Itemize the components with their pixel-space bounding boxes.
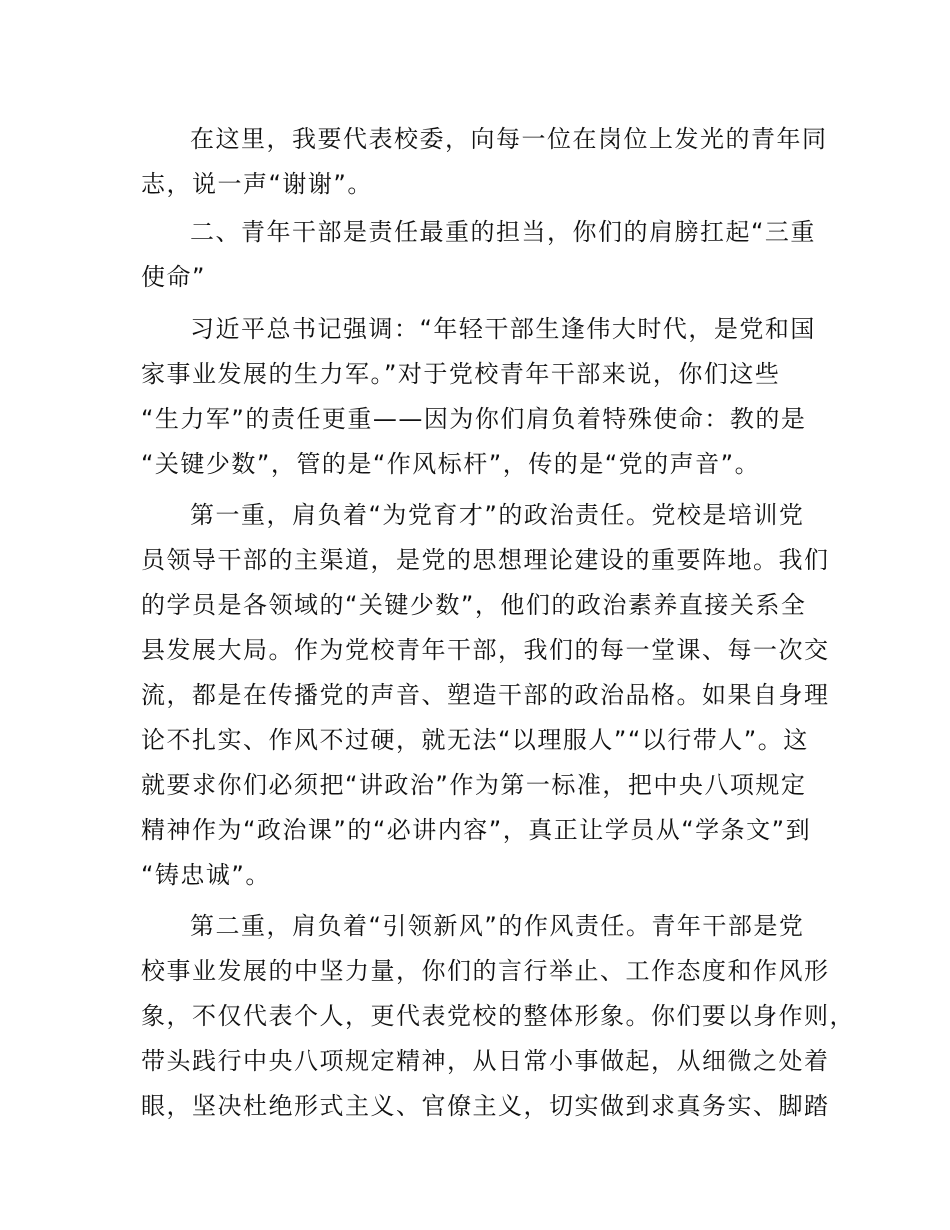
section-heading: 二、青年干部是责任最重的担当，你们的肩膀扛起“三重 — [190, 218, 816, 246]
text-line: 论不扎实、作风不过硬，就无法“以理服人”“以行带人”。这 — [141, 726, 809, 754]
text-line: “关键少数”，管的是“作风标杆”，传的是“党的声音”。 — [141, 450, 761, 478]
text-line: 第一重，肩负着“为党育才”的政治责任。党校是培训党 — [190, 501, 805, 529]
text-line: 精神作为“政治课”的“必讲内容”，真正让学员从“学条文”到 — [141, 816, 812, 844]
text-line: 第二重，肩负着“引领新风”的作风责任。青年干部是党 — [190, 912, 805, 940]
text-line: 象，不仅代表个人，更代表党校的整体形象。你们要以身作则， — [141, 1002, 855, 1030]
text-line: 在这里，我要代表校委，向每一位在岗位上发光的青年同 — [190, 125, 828, 153]
text-line: 员领导干部的主渠道，是党的思想理论建设的重要阵地。我们 — [141, 546, 830, 574]
text-line: 习近平总书记强调：“年轻干部生逢伟大时代，是党和国 — [190, 315, 816, 343]
text-line: 县发展大局。作为党校青年干部，我们的每一堂课、每一次交 — [141, 636, 830, 664]
text-line: 就要求你们必须把“讲政治”作为第一标准，把中央八项规定 — [141, 771, 807, 799]
text-line: 志，说一声“谢谢”。 — [141, 170, 373, 198]
text-line: “铸忠诚”。 — [141, 861, 271, 889]
text-line: 带头践行中央八项规定精神，从日常小事做起，从细微之处着 — [141, 1047, 830, 1075]
section-heading: 使命” — [141, 263, 206, 291]
text-line: 校事业发展的中坚力量，你们的言行举止、工作态度和作风形 — [141, 957, 830, 985]
text-line: “生力军”的责任更重——因为你们肩负着特殊使命：教的是 — [141, 405, 807, 433]
text-line: 的学员是各领域的“关键少数”，他们的政治素养直接关系全 — [141, 591, 807, 619]
text-line: 流，都是在传播党的声音、塑造干部的政治品格。如果自身理 — [141, 681, 830, 709]
text-line: 眼，坚决杜绝形式主义、官僚主义，切实做到求真务实、脚踏 — [141, 1092, 830, 1120]
text-line: 家事业发展的生力军。”对于党校青年干部来说，你们这些 — [141, 360, 781, 388]
